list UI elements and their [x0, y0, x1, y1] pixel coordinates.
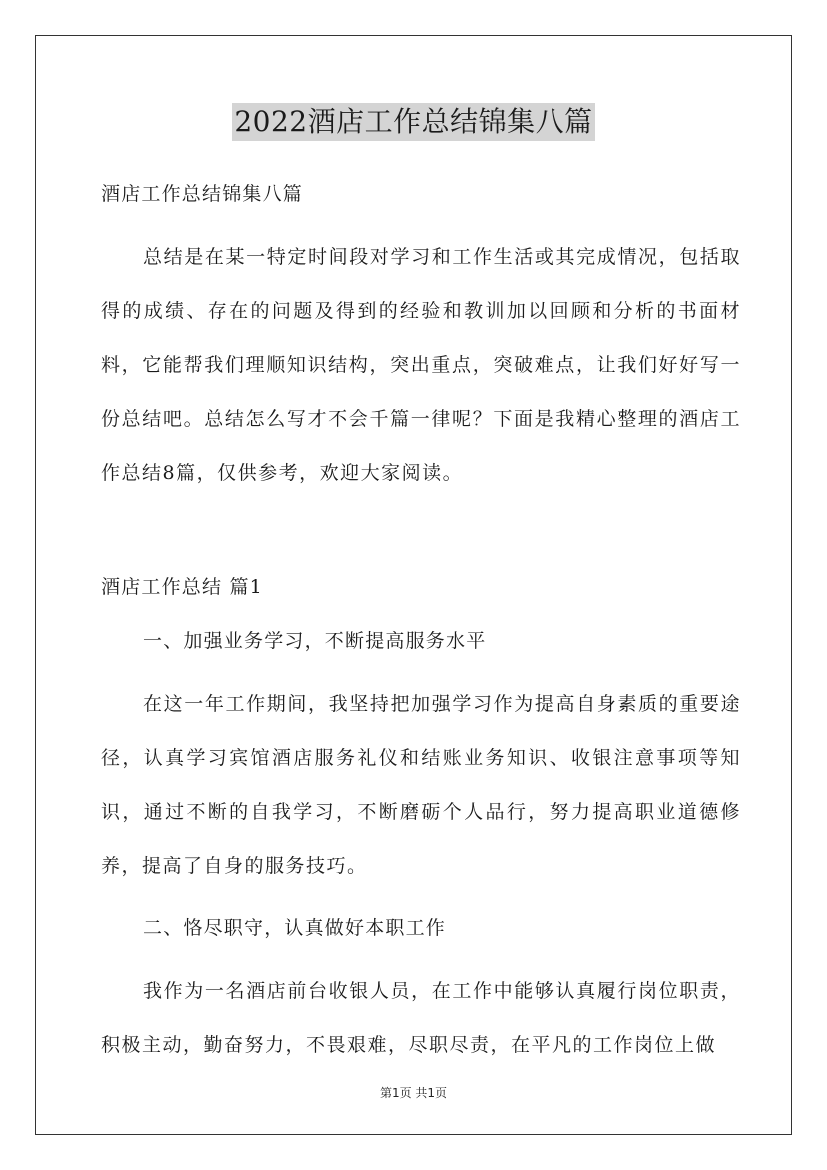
heading-1: 一、加强业务学习，不断提高服务水平: [143, 630, 487, 652]
paragraph-2: 我作为一名酒店前台收银人员，在工作中能够认真履行岗位职责，积极主动，勤奋努力，不畏艰难，尽职尽责，在平凡的工作岗位上做: [101, 980, 741, 1056]
page-footer: 第1页 共1页: [379, 1086, 448, 1100]
section-gap: [101, 517, 741, 569]
intro-paragraph: 总结是在某一特定时间段对学习和工作生活或其完成情况，包括取得的成绩、存在的问题及得到的经验和教训加以回顾和分析的书面材料，它能帮我们理顺知识结构，突出重点，突破难点，让我们好好写一份总结吧。总结怎么写才不会千篇一律呢？下面是我精心整理的酒店工作总结8篇，仅供参考，欢迎大家阅读。: [101, 246, 741, 484]
paragraph-1: 在这一年工作期间，我坚持把加强学习作为提高自身素质的重要途径，认真学习宾馆酒店服务礼仪和结账业务知识、收银注意事项等知识，通过不断的自我学习，不断磨砺个人品行，努力提高职业道德修养，提高了自身的服务技巧。: [101, 693, 741, 877]
document-body: [101, 176, 741, 1089]
title-container: [0, 103, 827, 141]
section-title: 酒店工作总结 篇1: [101, 576, 263, 598]
heading-2: 二、恪尽职守，认真做好本职工作: [143, 917, 447, 939]
document-title: 2022酒店工作总结锦集八篇: [232, 103, 594, 141]
document-subtitle: 酒店工作总结锦集八篇: [101, 183, 304, 205]
